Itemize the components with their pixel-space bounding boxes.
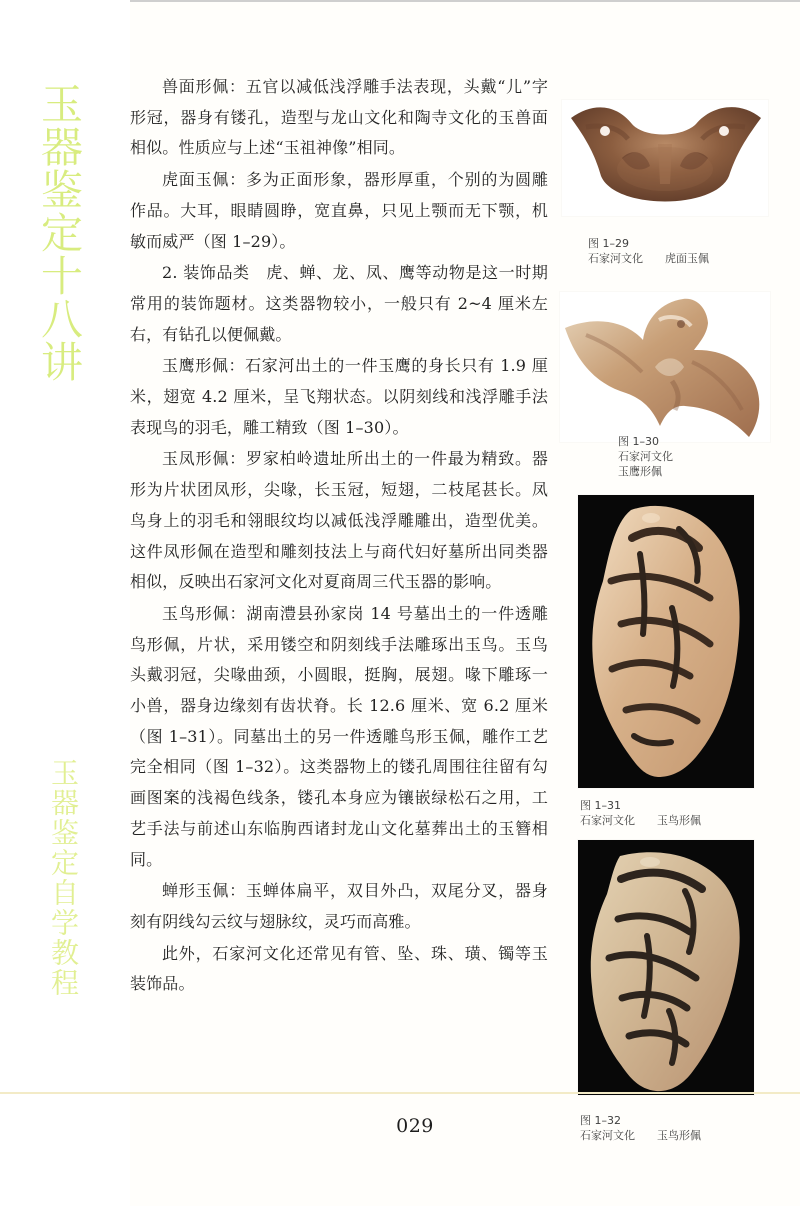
paragraph-eagle-pendant: 玉鹰形佩：石家河出土的一件玉鹰的身长只有 1.9 厘米，翅宽 4.2 厘米，呈飞翔状态。以阴刻线和浅浮雕手法表现鸟的羽毛，雕工精致（图 1–30）。 <box>130 356 548 437</box>
figure-1-30 <box>560 292 770 484</box>
paragraph-bird-pendant: 玉鸟形佩：湖南澧县孙家岗 14 号墓出土的一件透雕鸟形佩，片状，采用镂空和阴刻线手法雕琢出玉鸟。玉鸟头戴羽冠，尖喙曲颈，小圆眼，挺胸，展翅。喙下雕琢一小兽，器身边缘刻有齿状脊。长 12.6 厘米、宽 6.2 厘米（图 1–31）。同墓出土的另一件透雕鸟形玉佩，雕作工艺完全相同（图 1–32）。这类器物上的镂孔周围往往留有勾画图案的浅褐色线条，镂孔本身应为镶嵌绿松石之用，工艺手法与前述山东临朐西诸封龙山文化墓葬出土的玉簪相同。 <box>130 603 548 869</box>
figure-1-32-caption: 石家河文化 玉鸟形佩 <box>580 1129 701 1142</box>
bottom-rule <box>0 1092 800 1094</box>
figure-1-31 <box>578 495 754 827</box>
paragraph-beast-face-pendant: 兽面形佩：五官以减低浅浮雕手法表现，头戴“儿”字形冠，器身有镂孔，造型与龙山文化和陶寺文化的玉兽面相似。性质应与上述“玉祖神像”相同。 <box>130 77 548 158</box>
figure-1-32 <box>578 840 754 1145</box>
figure-1-29 <box>562 100 768 265</box>
figure-1-32-label: 图 1–32 <box>580 1114 621 1127</box>
openwork-jade-bird-pendant-photo <box>578 495 754 788</box>
paragraph-ornament-category: 2. 装饰品类 虎、蝉、龙、凤、鹰等动物是这一时期常用的装饰题材。这类器物较小，一般只有 2~4 厘米左右，有钻孔以便佩戴。 <box>130 263 548 344</box>
tiger-face-jade-pendant-photo <box>562 100 768 216</box>
figure-1-30-label: 图 1–30 <box>618 435 659 448</box>
figure-1-29-label: 图 1–29 <box>588 237 629 250</box>
page-number: 029 <box>396 1115 434 1137</box>
openwork-jade-bird-pendant-image <box>578 495 754 788</box>
figure-1-31-label: 图 1–31 <box>580 799 621 812</box>
openwork-jade-bird-pendant-image <box>578 840 754 1095</box>
body-text-column <box>130 72 548 1001</box>
tiger-face-jade-pendant-image <box>562 100 768 216</box>
openwork-jade-bird-pendant-photo <box>578 840 754 1095</box>
figure-1-29-caption: 石家河文化 虎面玉佩 <box>588 252 709 265</box>
sidebar-subtitle: 玉器鉴定自学教程 <box>47 758 80 998</box>
paragraph-phoenix-pendant: 玉凤形佩：罗家柏岭遗址所出土的一件最为精致。器形为片状团凤形，尖喙，长玉冠，短翅，二枝尾甚长。凤鸟身上的羽毛和翎眼纹均以减低浅浮雕雕出，造型优美。这件凤形佩在造型和雕刻技法上与商代妇好墓所出同类器相似，反映出石家河文化对夏商周三代玉器的影响。 <box>130 449 548 592</box>
jade-eagle-pendant-image <box>560 292 770 442</box>
figure-1-31-caption: 石家河文化 玉鸟形佩 <box>580 814 701 827</box>
jade-eagle-pendant-photo <box>560 292 770 442</box>
paragraph-tiger-face-pendant: 虎面玉佩：多为正面形象，器形厚重，个别的为圆雕作品。大耳，眼睛圆睁，宽直鼻，只见上颚而无下颚，机敏而威严（图 1–29）。 <box>130 170 548 251</box>
sidebar-title: 玉器鉴定十八讲 <box>35 82 84 383</box>
figure-1-30-caption-line-2: 玉鹰形佩 <box>618 465 662 478</box>
paragraph-other-ornaments: 此外，石家河文化还常见有管、坠、珠、璜、镯等玉装饰品。 <box>130 943 548 994</box>
paragraph-cicada-pendant: 蝉形玉佩：玉蝉体扁平，双目外凸，双尾分叉，器身刻有阴线勾云纹与翅脉纹，灵巧而高雅。 <box>130 881 548 931</box>
figure-1-30-caption-line-1: 石家河文化 <box>618 450 673 463</box>
